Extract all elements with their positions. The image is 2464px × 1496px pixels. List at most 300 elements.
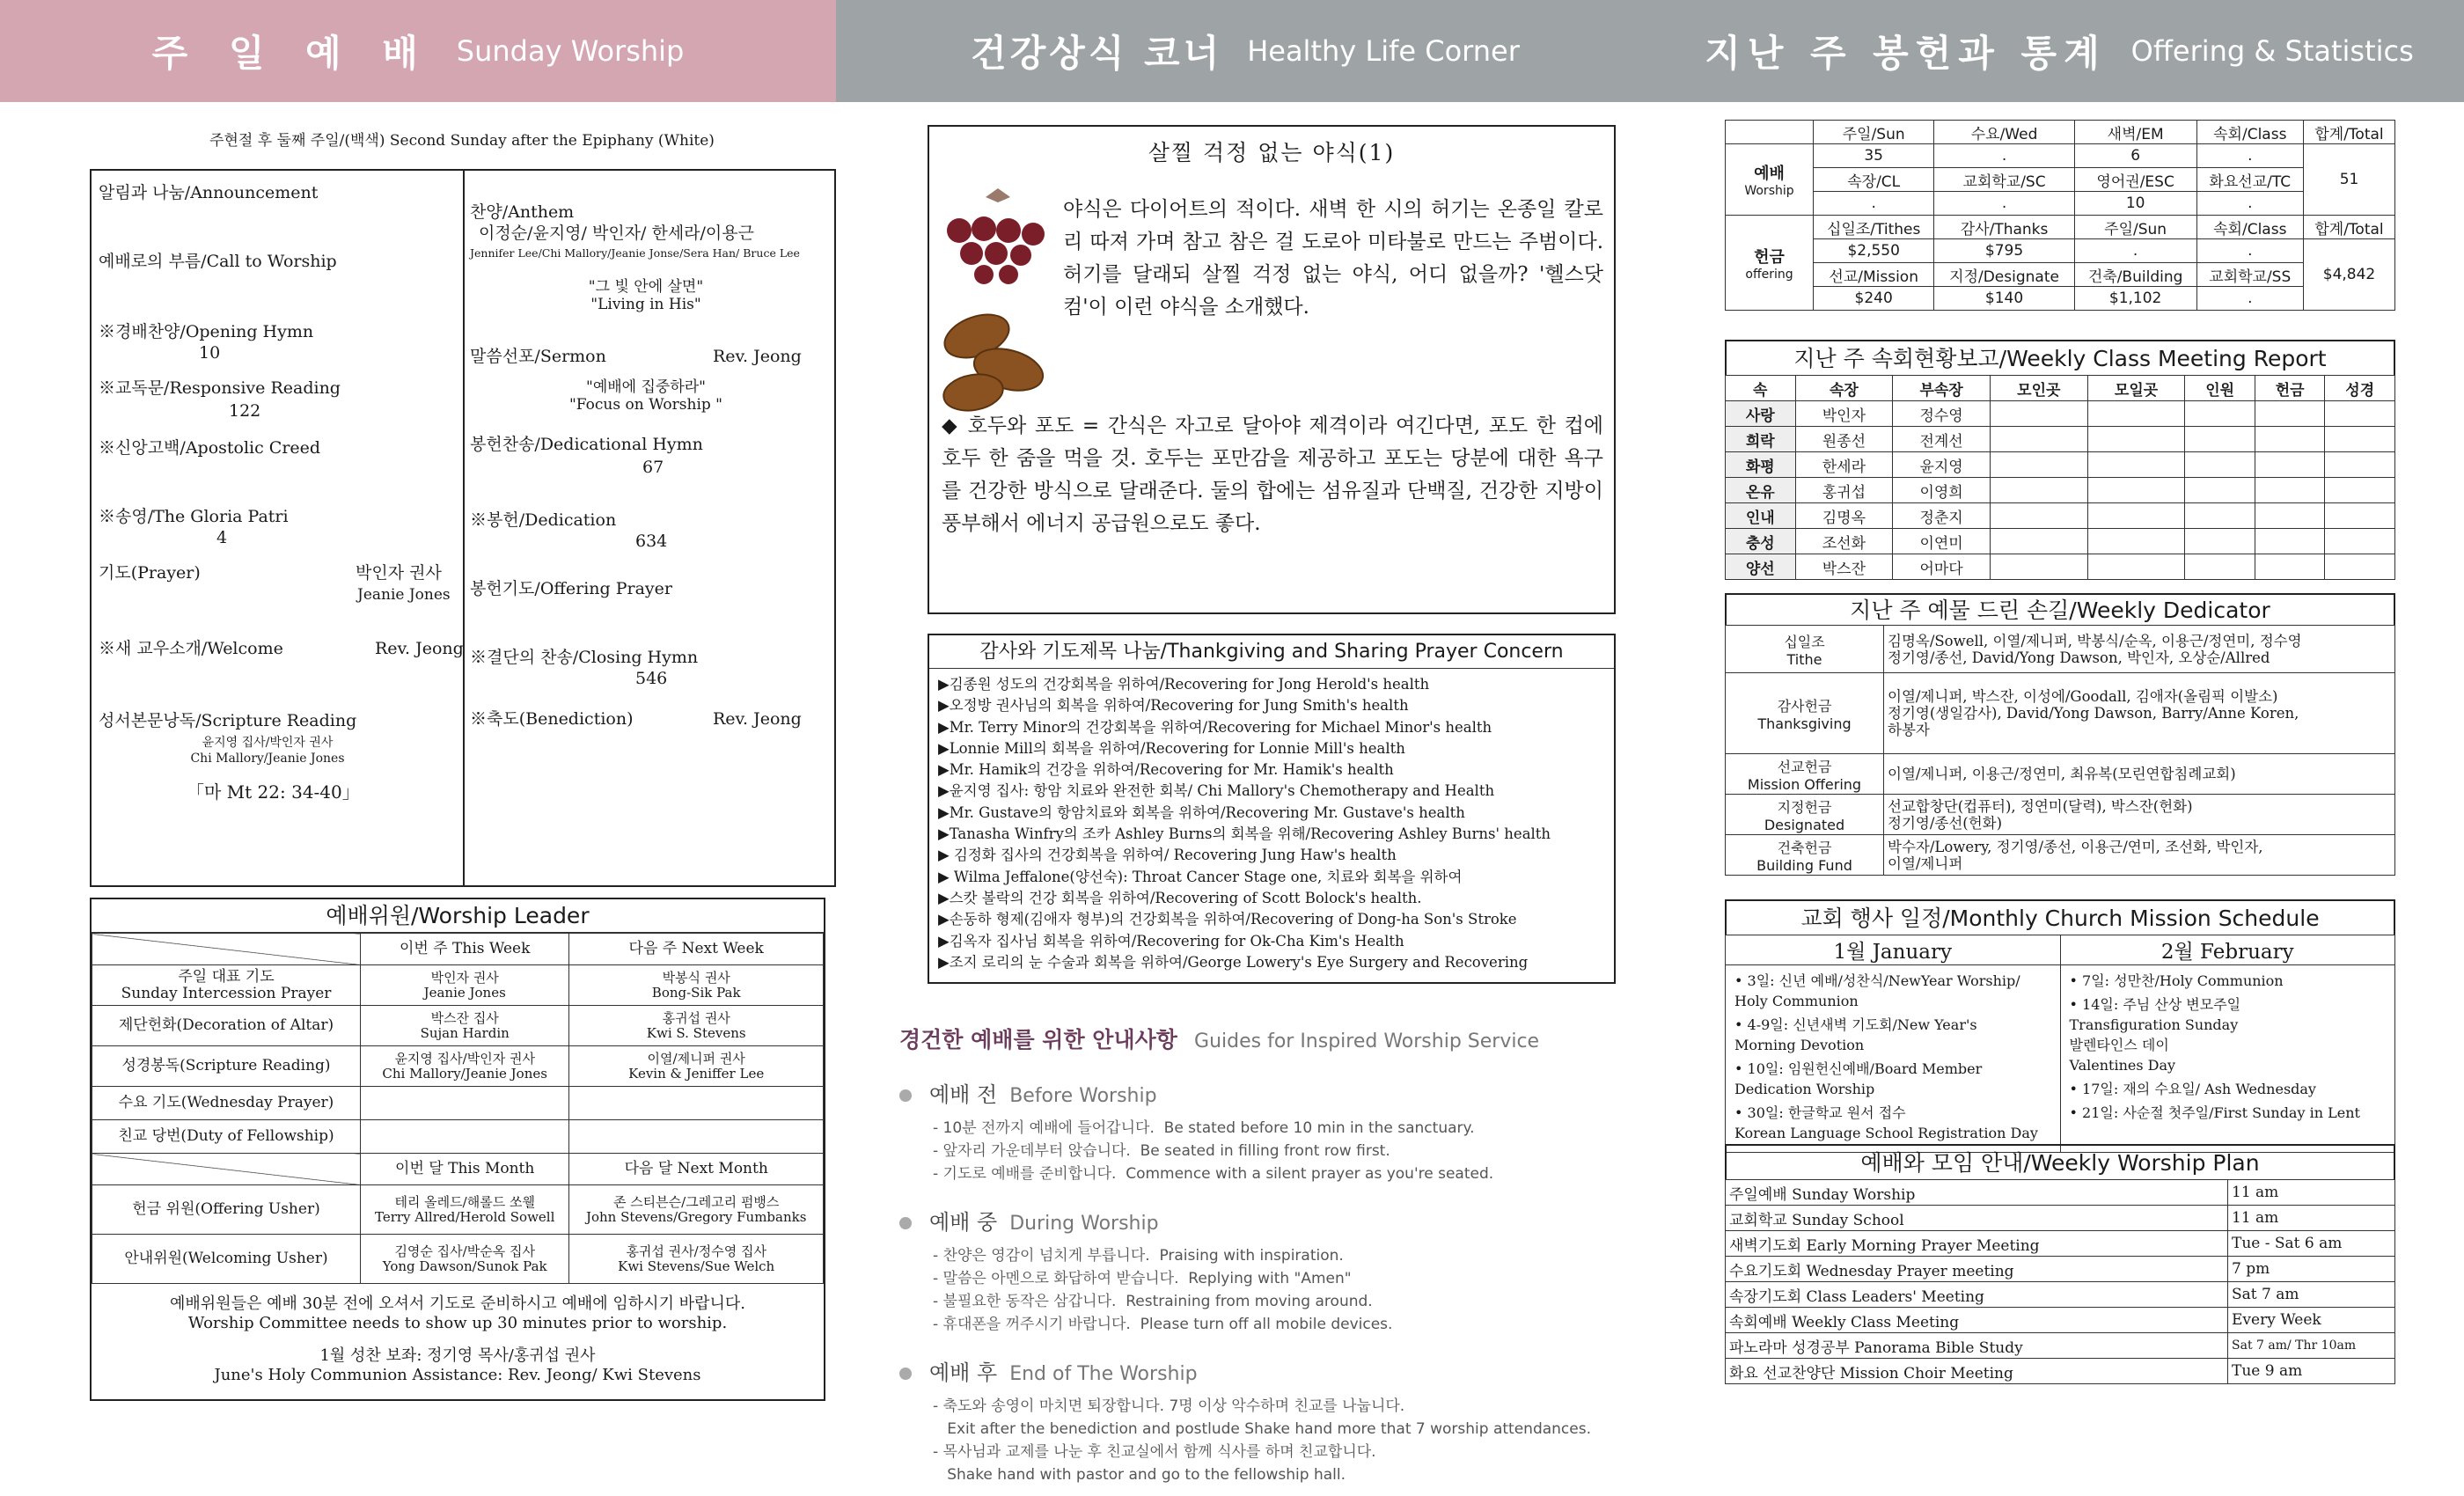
dedicator-names: 김명옥/Sowell, 이열/제니퍼, 박봉식/순옥, 이용근/정연미, 정수영 정기영/종선, David/Yong Dawson, 박인자, 오상순/Allred — [1884, 626, 2395, 673]
offering-header-ko: 지난 주 봉헌과 통계 — [1705, 32, 2107, 75]
sermon: 말씀선포/Sermon — [470, 347, 606, 366]
stats-head: 교회학교/SS — [2196, 263, 2303, 287]
class-header-row — [1726, 376, 2395, 401]
guide-line: - 휴대폰을 꺼주시기 바랍니다. Please turn off all mobile devices. — [933, 1316, 1393, 1333]
worship-label-ko: 예배 — [1754, 165, 1785, 183]
welcome-by: Rev. Jeong — [375, 639, 464, 658]
prayer: 기도(Prayer) — [99, 563, 201, 583]
grape-walnut-illustration — [933, 181, 1065, 419]
stats-value: 6 — [2074, 144, 2196, 168]
anthem-title-en: "Living in His" — [590, 296, 701, 313]
class-cell — [2325, 554, 2395, 580]
leader-role: 헌금 위원(Offering Usher) — [92, 1185, 361, 1235]
stats-value: 35 — [1814, 144, 1934, 168]
class-cell: 한세라 — [1795, 452, 1893, 478]
guide-title-ko: 경건한 예배를 위한 안내사항 — [899, 1027, 1177, 1052]
prayer-item: ▶Lonnie Mill의 회복을 위하여/Recovering for Lonnie Mill's health — [938, 739, 1405, 757]
plan-time: Tue 9 am — [2228, 1359, 2395, 1384]
class-cell: 박스잔 — [1795, 554, 1893, 580]
guide-lines — [933, 1244, 1639, 1336]
dedicator-names: 이열/제니퍼, 박스잔, 이성에/Goodall, 김애자(올림픽 이발소) 정기영(생일감사), David/Yong Dawson, Barry/Anne Koren, 하봉자 — [1884, 673, 2395, 754]
dedicator-title: 지난 주 예물 드린 손길/Weekly Dedicator — [1725, 593, 2395, 625]
guide-line: Exit after the benediction and postlude Shake hand more that 7 worship attendances. — [933, 1420, 1591, 1438]
class-cell — [2087, 503, 2185, 529]
guide-line: - 찬양은 영감이 넘치게 부릅니다. Praising with inspiration. — [933, 1247, 1344, 1265]
stats-value: . — [1814, 192, 1934, 216]
plan-row — [1726, 1257, 2395, 1282]
prayer-concern-box — [928, 634, 1616, 984]
stats-value: . — [2074, 239, 2196, 263]
healthy-life-header — [836, 0, 1654, 102]
stats-row — [1726, 121, 2395, 144]
leader-role: 수요 기도(Wednesday Prayer) — [92, 1087, 361, 1120]
leader-row — [92, 1185, 824, 1235]
class-cell: 화평 — [1726, 452, 1796, 478]
sermon-title-ko: "예배에 집중하라" — [586, 378, 706, 396]
schedule-item: • 14일: 주님 산상 변모주일 Transfiguration Sunday 발렌타인스 데이 Valentines Day — [2069, 996, 2241, 1074]
stats-row — [1726, 168, 2395, 192]
worship-label-en: Worship — [1744, 184, 1794, 198]
guide-line: - 10분 전까지 예배에 들어갑니다. Be stated before 10 min in the sanctuary. — [933, 1119, 1475, 1137]
class-cell: 이연미 — [1893, 529, 1991, 554]
leader-this — [361, 1120, 569, 1154]
leader-next: 홍귀섭 권사/정수영 집사 Kwi Stevens/Sue Welch — [569, 1235, 824, 1284]
prayer-concern-list — [929, 669, 1614, 979]
class-header: 헌금 — [2255, 376, 2325, 401]
class-cell — [2255, 529, 2325, 554]
stats-value: $1,102 — [2074, 287, 2196, 311]
leader-next: 홍귀섭 권사 Kwi S. Stevens — [569, 1006, 824, 1046]
dedicator-category: 건축헌금 Building Fund — [1726, 835, 1884, 876]
stats-total-head: 합계/Total — [2304, 216, 2395, 239]
plan-row — [1726, 1359, 2395, 1384]
stats-head: 수요/Wed — [1934, 121, 2074, 144]
stats-head: 영어권/ESC — [2074, 168, 2196, 192]
dedicator-row — [1726, 754, 2395, 795]
prayer-item: ▶조지 로리의 눈 수술과 회복을 위하여/George Lowery's Eye Surgery and Recovering — [938, 953, 1529, 971]
dedicator-row — [1726, 795, 2395, 835]
closing-hymn: ※결단의 찬송/Closing Hymn — [470, 648, 699, 667]
leader-next — [569, 1120, 824, 1154]
plan-row — [1726, 1206, 2395, 1231]
guide-lines — [933, 1395, 1639, 1486]
guide-section-header — [899, 1205, 1639, 1236]
leader-diagonal-cell — [92, 934, 361, 965]
health-paragraph-1: 야식은 다이어트의 적이다. 새벽 한 시의 허기는 온종일 칼로리 따져 가며 참고 참은 걸 도로아 미타불로 만드는 주범이다. 허기를 달래되 살찔 걱정 없는 야식, 어디 없을까? '헬스닷컴'이 이런 야식을 소개했다. — [1063, 198, 1603, 319]
offering-statistics-header — [1654, 0, 2464, 102]
stats-corner — [1726, 121, 1814, 144]
prayer-item: ▶김옥자 집사님 회복을 위하여/Recovering for Ok-Cha Kim's Health — [938, 932, 1404, 950]
stats-head: 화요선교/TC — [2196, 168, 2303, 192]
leader-row — [92, 1120, 824, 1154]
stats-head: 선교/Mission — [1814, 263, 1934, 287]
class-cell — [2255, 503, 2325, 529]
guide-line: - 기도로 예배를 준비합니다. Commence with a silent prayer as you're seated. — [933, 1165, 1494, 1183]
stats-value: . — [2196, 144, 2303, 168]
stats-row — [1726, 192, 2395, 216]
plan-time: Sat 7 am — [2228, 1282, 2395, 1308]
class-row — [1726, 478, 2395, 503]
stats-head: 새벽/EM — [2074, 121, 2196, 144]
guide-section-en: During Worship — [1009, 1213, 1159, 1235]
plan-row — [1726, 1333, 2395, 1359]
prayer-item: ▶ 김정화 집사의 건강회복을 위하여/ Recovering Jung Haw's health — [938, 847, 1397, 864]
prayer-item: ▶윤지영 집사: 항암 치료와 완전한 회복/ Chi Mallory's Chemotherapy and Health — [938, 782, 1495, 800]
stats-value: . — [1934, 144, 2074, 168]
schedule-item: • 7일: 성만찬/Holy Communion — [2069, 972, 2284, 989]
prayer-item: ▶Mr. Terry Minor의 건강회복을 위하여/Recovering for Michael Minor's health — [938, 718, 1492, 736]
plan-event: 새벽기도회 Early Morning Prayer Meeting — [1726, 1231, 2228, 1257]
stats-value: $2,550 — [1814, 239, 1934, 263]
class-cell — [2325, 529, 2395, 554]
class-cell: 김명옥 — [1795, 503, 1893, 529]
stats-value: $240 — [1814, 287, 1934, 311]
class-cell — [1990, 478, 2087, 503]
stats-head: 주일/Sun — [1814, 121, 1934, 144]
bullet-icon — [899, 1217, 912, 1229]
class-cell: 정수영 — [1893, 401, 1991, 427]
class-header: 속 — [1726, 376, 1796, 401]
plan-row — [1726, 1231, 2395, 1257]
worship-leader-table — [92, 933, 824, 1284]
leader-next — [569, 1087, 824, 1120]
opening-hymn-number: 10 — [199, 343, 221, 363]
statistics-table — [1725, 120, 2395, 311]
leader-role: 주일 대표 기도 Sunday Intercession Prayer — [92, 965, 361, 1006]
class-cell: 전계선 — [1893, 427, 1991, 452]
class-row — [1726, 554, 2395, 580]
stats-value: . — [2196, 287, 2303, 311]
class-row — [1726, 529, 2395, 554]
prayer-item: ▶오정방 권사님의 회복을 위하여/Recovering for Jung Smith's health — [938, 697, 1409, 715]
class-row — [1726, 427, 2395, 452]
class-cell — [1990, 554, 2087, 580]
communion-assist-ko: 1월 성찬 보좌: 정기영 목사/홍귀섭 권사 — [319, 1346, 596, 1365]
prayer-by-en: Jeanie Jones — [357, 586, 451, 604]
plan-event: 주일예배 Sunday Worship — [1726, 1180, 2228, 1206]
class-cell — [2255, 401, 2325, 427]
schedule-table — [1725, 935, 2395, 1153]
plan-time: Sat 7 am/ Thr 10am — [2228, 1333, 2395, 1359]
class-cell — [2185, 452, 2255, 478]
guide-section-ko: 예배 중 — [929, 1210, 998, 1235]
leader-col-week-this: 이번 주 This Week — [361, 934, 569, 965]
guide-sections — [899, 1077, 1639, 1486]
class-cell — [2325, 427, 2395, 452]
schedule-item: • 10일: 임원헌신예배/Board Member Dedication Worship — [1734, 1060, 1983, 1097]
class-header: 모일곳 — [2087, 376, 2185, 401]
leader-header-row — [92, 1154, 824, 1185]
stats-head: 건축/Building — [2074, 263, 2196, 287]
stats-value: $140 — [1934, 287, 2074, 311]
class-cell — [2255, 478, 2325, 503]
dedicator-names: 선교합창단(컵퓨터), 정연미(달력), 박스잔(헌화) 정기영/종선(헌화) — [1884, 795, 2395, 835]
guide-lines — [933, 1117, 1639, 1185]
worship-leader-title: 예배위원/Worship Leader — [92, 899, 824, 933]
stats-head: 속장/CL — [1814, 168, 1934, 192]
leader-note-ko: 예배위원들은 예배 30분 전에 오셔서 기도로 준비하시고 예배에 임하시기 바랍니다. — [170, 1294, 745, 1313]
class-cell — [2325, 503, 2395, 529]
stats-value: . — [1934, 192, 2074, 216]
responsive-reading: ※교독문/Responsive Reading — [99, 378, 341, 398]
guide-line: - 말씀은 아멘으로 화답하여 받습니다. Replying with "Amen" — [933, 1270, 1352, 1287]
class-cell: 인내 — [1726, 503, 1796, 529]
leader-next: 이열/제니퍼 권사 Kevin & Jeniffer Lee — [569, 1046, 824, 1087]
dedicator-row — [1726, 835, 2395, 876]
worship-total: 51 — [2304, 144, 2395, 216]
class-header: 인원 — [2185, 376, 2255, 401]
anthem-singers-ko: 이정순/윤지영/ 박인자/ 한세라/이용근 — [479, 224, 754, 243]
stats-head: 지정/Designate — [1934, 263, 2074, 287]
scripture-reading: 성서본문낭독/Scripture Reading — [99, 711, 357, 730]
class-cell — [1990, 529, 2087, 554]
announcement: 알림과 나눔/Announcement — [99, 183, 319, 202]
prayer-item: ▶김종원 성도의 건강회복을 위하여/Recovering for Jong Herold's health — [938, 676, 1430, 693]
leader-col-week-next: 다음 주 Next Week — [569, 934, 824, 965]
plan-row — [1726, 1282, 2395, 1308]
class-report-table — [1725, 375, 2395, 580]
plan-event: 속장기도회 Class Leaders' Meeting — [1726, 1282, 2228, 1308]
class-row — [1726, 452, 2395, 478]
healthy-header-ko: 건강상식 코너 — [971, 32, 1223, 75]
offering-prayer: 봉헌기도/Offering Prayer — [470, 579, 672, 598]
leader-row — [92, 1087, 824, 1120]
anthem: 찬양/Anthem — [470, 202, 575, 222]
class-cell — [1990, 503, 2087, 529]
class-cell: 사랑 — [1726, 401, 1796, 427]
gloria-patri-number: 4 — [216, 528, 228, 547]
leader-header-row — [92, 934, 824, 965]
guide-section-en: Before Worship — [1009, 1085, 1157, 1107]
apostolic-creed: ※신앙고백/Apostolic Creed — [99, 438, 321, 458]
plan-time: 7 pm — [2228, 1257, 2395, 1282]
anthem-singers-en: Jennifer Lee/Chi Mallory/Jeanie Jonse/Sera Han/ Bruce Lee — [470, 246, 800, 260]
guide-line: - 목사님과 교제를 나눈 후 친교실에서 함께 식사를 하며 친교합니다. — [933, 1443, 1376, 1461]
guide-section-ko: 예배 후 — [929, 1360, 998, 1385]
class-cell — [2185, 427, 2255, 452]
class-cell — [2325, 478, 2395, 503]
class-cell: 박인자 — [1795, 401, 1893, 427]
class-cell — [1990, 427, 2087, 452]
class-row — [1726, 503, 2395, 529]
class-row — [1726, 401, 2395, 427]
dedicator-row — [1726, 673, 2395, 754]
bullet-icon — [899, 1089, 912, 1102]
class-cell — [2325, 452, 2395, 478]
class-cell — [2087, 427, 2185, 452]
class-cell: 어마다 — [1893, 554, 1991, 580]
call-to-worship: 예배로의 부름/Call to Worship — [99, 252, 337, 271]
worship-guide — [899, 1023, 1639, 1486]
responsive-reading-number: 122 — [229, 401, 261, 421]
stats-head: 교회학교/SC — [1934, 168, 2074, 192]
guide-section-en: End of The Worship — [1009, 1363, 1198, 1385]
offering-total: $4,842 — [2304, 239, 2395, 311]
leader-this: 윤지영 집사/박인자 권사 Chi Mallory/Jeanie Jones — [361, 1046, 569, 1087]
leader-role: 친교 당번(Duty of Fellowship) — [92, 1120, 361, 1154]
worship-label — [1726, 144, 1814, 216]
sermon-by: Rev. Jeong — [713, 347, 802, 366]
class-report-title: 지난 주 속회현황보고/Weekly Class Meeting Report — [1725, 340, 2395, 375]
guide-line: - 축도와 송영이 마치면 퇴장합니다. 7명 이상 악수하며 친교를 나눕니다. — [933, 1397, 1405, 1415]
class-cell: 양선 — [1726, 554, 1796, 580]
stats-row — [1726, 287, 2395, 311]
stats-head: 감사/Thanks — [1934, 216, 2074, 239]
stats-total-head: 합계/Total — [2304, 121, 2395, 144]
guide-line: Shake hand with pastor and go to the fellowship hall. — [933, 1466, 1346, 1484]
leader-role: 성경봉독(Scripture Reading) — [92, 1046, 361, 1087]
offering-header-en: Offering & Statistics — [2130, 34, 2414, 68]
weekly-worship-plan — [1725, 1144, 2395, 1384]
class-cell — [2087, 478, 2185, 503]
prayer-item: ▶스캇 볼락의 건강 회복을 위하여/Recovering of Scott Bolock's health. — [938, 889, 1422, 906]
offering-label — [1726, 216, 1814, 311]
class-cell: 희락 — [1726, 427, 1796, 452]
class-header: 부속장 — [1893, 376, 1991, 401]
leader-note-en: Worship Committee needs to show up 30 minutes prior to worship. — [187, 1314, 728, 1332]
prayer-by-ko: 박인자 권사 — [356, 563, 442, 583]
plan-time: 11 am — [2228, 1180, 2395, 1206]
class-cell — [2255, 452, 2325, 478]
class-header: 성경 — [2325, 376, 2395, 401]
worship-order-box — [90, 169, 836, 887]
guide-section-header — [899, 1077, 1639, 1108]
plan-table — [1725, 1179, 2395, 1384]
schedule-item: • 17일: 재의 수요일/ Ash Wednesday — [2069, 1081, 2316, 1097]
guide-section-header — [899, 1355, 1639, 1386]
class-cell — [2185, 401, 2255, 427]
class-report — [1725, 340, 2395, 580]
dedication: ※봉헌/Dedication — [470, 510, 617, 530]
schedule-item: • 3일: 신년 예배/성찬식/NewYear Worship/ Holy Communion — [1734, 972, 2020, 1009]
stats-row — [1726, 144, 2395, 168]
guide-line: - 앞자리 가운데부터 앉습니다. Be seated in filling front row first. — [933, 1142, 1390, 1160]
guide-line: - 불필요한 동작은 삼갑니다. Restraining from moving around. — [933, 1293, 1373, 1310]
leader-this: 박스잔 집사 Sujan Hardin — [361, 1006, 569, 1046]
leader-this: 박인자 권사 Jeanie Jones — [361, 965, 569, 1006]
dedicator-names: 박수자/Lowery, 정기영/종선, 이용근/연미, 조선화, 박인자, 이열/제니퍼 — [1884, 835, 2395, 876]
class-header: 속장 — [1795, 376, 1893, 401]
stats-value: 10 — [2074, 192, 2196, 216]
health-paragraph-2: ◆ 호두와 포도 = 간식은 자고로 달아야 제격이라 여긴다면, 포도 한 컵에 호두 한 줌을 먹을 것. 호두는 포만감을 제공하고 포도는 당분에 대한 욕구를 건강한 방식으로 달래준다. 둘의 합에는 섬유질과 단백질, 건강한 지방이 풍부해서 에너지 공급원으로도 좋다. — [942, 414, 1603, 535]
health-article-box — [928, 125, 1616, 614]
monthly-schedule — [1725, 899, 2395, 1153]
leader-row — [92, 965, 824, 1006]
class-cell — [2185, 478, 2255, 503]
benediction: ※축도(Benediction) — [470, 709, 634, 729]
stats-row — [1726, 239, 2395, 263]
leader-role: 안내위원(Welcoming Usher) — [92, 1235, 361, 1284]
class-cell — [1990, 452, 2087, 478]
health-article-title: 살찔 걱정 없는 야식(1) — [1148, 140, 1396, 165]
class-cell: 이영희 — [1893, 478, 1991, 503]
worship-leader-box — [90, 898, 825, 1401]
stats-row — [1726, 263, 2395, 287]
dedicator-category: 십일조 Tithe — [1726, 626, 1884, 673]
class-cell — [2185, 503, 2255, 529]
plan-event: 교회학교 Sunday School — [1726, 1206, 2228, 1231]
healthy-header-en: Healthy Life Corner — [1247, 34, 1520, 68]
schedule-item: • 4-9일: 신년새벽 기도회/New Year's Morning Devotion — [1734, 1016, 1977, 1053]
class-cell — [2325, 401, 2395, 427]
opening-hymn: ※경배찬양/Opening Hymn — [99, 322, 314, 341]
class-cell — [2087, 401, 2185, 427]
class-cell: 홍귀섭 — [1795, 478, 1893, 503]
bullet-icon — [899, 1368, 912, 1380]
sunday-header-en: Sunday Worship — [456, 34, 685, 68]
class-cell — [2255, 427, 2325, 452]
scripture-reference: 「마 Mt 22: 34-40」 — [187, 781, 360, 803]
class-cell: 원종선 — [1795, 427, 1893, 452]
weekly-dedicator — [1725, 593, 2395, 876]
schedule-feb-header: 2월 February — [2060, 935, 2395, 965]
plan-row — [1726, 1180, 2395, 1206]
schedule-jan-items — [1726, 965, 2061, 1153]
welcome: ※새 교우소개/Welcome — [99, 639, 283, 658]
dedicator-category: 선교헌금 Mission Offering — [1726, 754, 1884, 795]
class-cell — [2087, 529, 2185, 554]
prayer-item: ▶ Wilma Jeffalone(양선숙): Throat Cancer Stage one, 치료와 회복을 위하여 — [938, 868, 1463, 885]
scripture-by-en: Chi Mallory/Jeanie Jones — [190, 752, 345, 766]
class-cell: 정춘지 — [1893, 503, 1991, 529]
schedule-feb-items — [2060, 965, 2395, 1153]
stats-head: 주일/Sun — [2074, 216, 2196, 239]
prayer-concern-title: 감사와 기도제목 나눔/Thankgiving and Sharing Prayer Concern — [929, 635, 1614, 669]
worship-order-divider — [463, 171, 465, 885]
class-cell — [2087, 554, 2185, 580]
sunday-header-ko: 주 일 예 배 — [151, 32, 432, 75]
plan-event: 속회예배 Weekly Class Meeting — [1726, 1308, 2228, 1333]
sermon-title-en: "Focus on Worship " — [568, 396, 722, 414]
gloria-patri: ※송영/The Gloria Patri — [99, 507, 289, 526]
anthem-title-ko: "그 빛 안에 살면" — [588, 278, 704, 296]
leader-next: 존 스티븐슨/그레고리 펌뱅스 John Stevens/Gregory Fumbanks — [569, 1185, 824, 1235]
stats-head: 속회/Class — [2196, 121, 2303, 144]
dedicational-hymn: 봉헌찬송/Dedicational Hymn — [470, 435, 703, 454]
class-cell — [1990, 401, 2087, 427]
plan-time: 11 am — [2228, 1206, 2395, 1231]
class-header: 모인곳 — [1990, 376, 2087, 401]
leader-diagonal-cell — [92, 1154, 361, 1185]
offering-label-en: offering — [1745, 267, 1793, 282]
plan-title: 예배와 모임 안내/Weekly Worship Plan — [1725, 1144, 2395, 1179]
leader-row — [92, 1046, 824, 1087]
class-cell — [2087, 452, 2185, 478]
dedicator-row — [1726, 626, 2395, 673]
plan-row — [1726, 1308, 2395, 1333]
closing-hymn-number: 546 — [635, 669, 668, 688]
prayer-item: ▶Mr. Gustave의 항암치료와 회복을 위하여/Recovering Mr. Gustave's health — [938, 803, 1465, 821]
class-cell — [2185, 554, 2255, 580]
leader-col-month-next: 다음 달 Next Month — [569, 1154, 824, 1185]
plan-event: 수요기도회 Wednesday Prayer meeting — [1726, 1257, 2228, 1282]
class-cell: 윤지영 — [1893, 452, 1991, 478]
offering-label-ko: 헌금 — [1754, 247, 1785, 267]
leader-next: 박봉식 권사 Bong-Sik Pak — [569, 965, 824, 1006]
communion-assist-en: June's Holy Communion Assistance: Rev. Jeong/ Kwi Stevens — [214, 1366, 701, 1384]
dedicator-table — [1725, 625, 2395, 876]
prayer-item: ▶Mr. Hamik의 건강을 위하여/Recovering for Mr. Hamik's health — [938, 761, 1394, 779]
plan-event: 파노라마 성경공부 Panorama Bible Study — [1726, 1333, 2228, 1359]
schedule-item: • 30일: 한글학교 원서 접수 Korean Language School Registration Day — [1734, 1104, 2038, 1141]
leader-row — [92, 1235, 824, 1284]
sunday-worship-header — [0, 0, 836, 102]
schedule-jan-header: 1월 January — [1726, 935, 2061, 965]
scripture-by-ko: 윤지영 집사/박인자 권사 — [202, 736, 334, 750]
stats-head: 십일조/Tithes — [1814, 216, 1934, 239]
stats-value: . — [2196, 192, 2303, 216]
class-cell — [2185, 529, 2255, 554]
